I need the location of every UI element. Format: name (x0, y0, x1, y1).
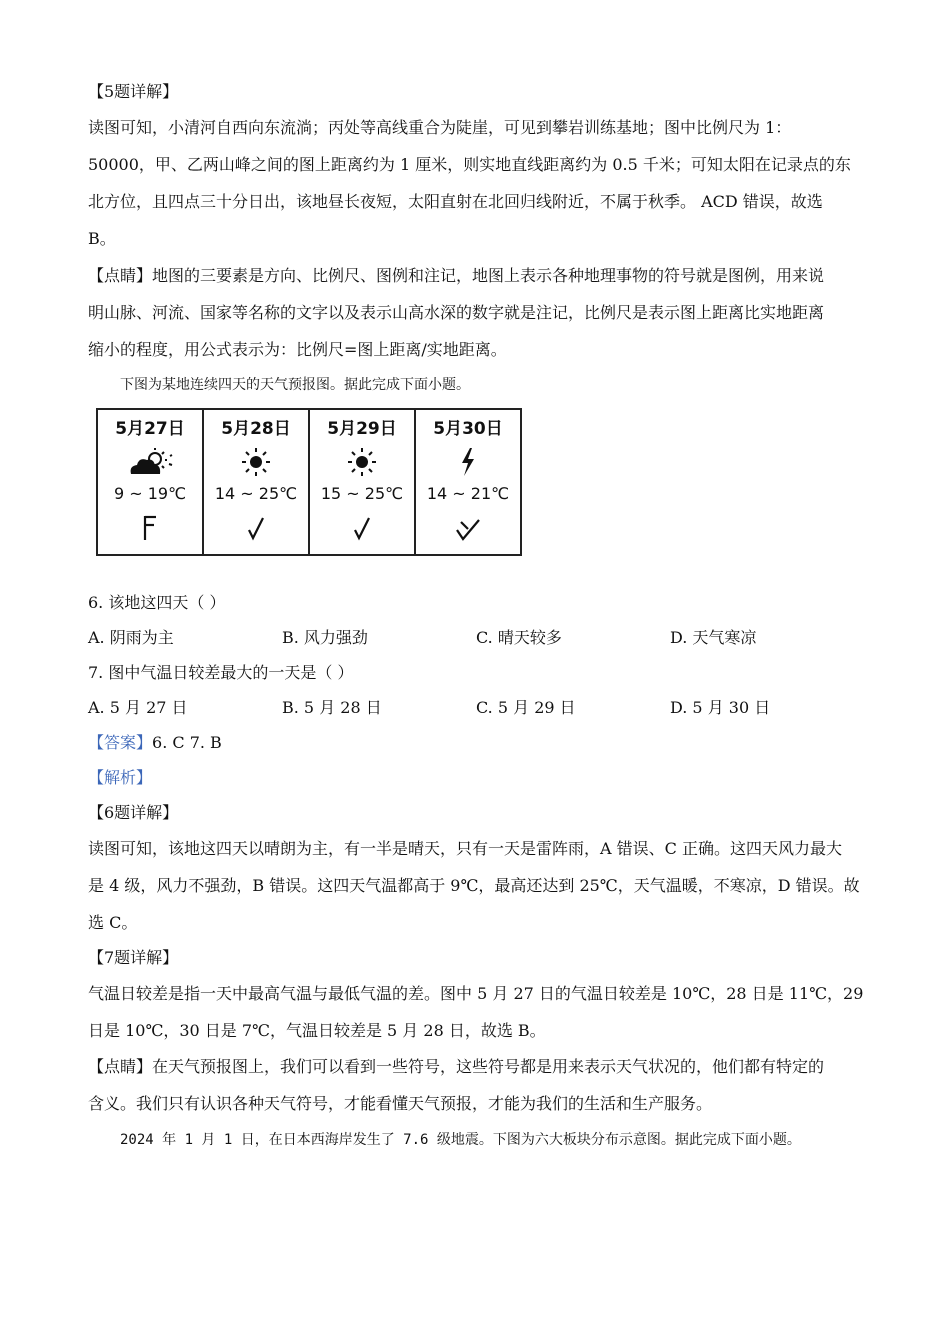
q5-text-line: B。 (88, 229, 116, 248)
weather-temp: 15 ~ 25℃ (320, 484, 404, 503)
sun-icon (204, 446, 308, 480)
q6-option-c: C. 晴天较多 (476, 628, 562, 647)
q6-detail-line: 选 C。 (88, 913, 138, 932)
tip-text-line: 【点睛】地图的三要素是方向、比例尺、图例和注记，地图上表示各种地理事物的符号就是图例，用来说 (88, 266, 825, 285)
q5-text-line: 50000，甲、乙两山峰之间的图上距离约为 1 厘米，则实地直线距离约为 0.5 千米；可知太阳在记录点的东 (88, 155, 851, 174)
q5-text-line: 北方位，且四点三十分日出，该地昼长夜短，太阳直射在北回归线附近，不属于秋季。 ACD 错误，故选 (88, 192, 823, 211)
q7-option-c: C. 5 月 29 日 (476, 698, 576, 717)
answer-label: 【答案】 (88, 733, 153, 752)
intro-weather: 下图为某地连续四天的天气预报图。据此完成下面小题。 (120, 377, 470, 393)
q7-option-b: B. 5 月 28 日 (282, 698, 382, 717)
q5-text-line: 读图可知，小清河自西向东流淌；丙处等高线重合为陡崖，可见到攀岩训练基地；图中比例尺为 1： (88, 118, 792, 137)
weather-day-cell (416, 410, 520, 554)
analysis-label: 【解析】 (88, 768, 153, 787)
wind-symbol-icon (310, 512, 414, 546)
weather-forecast-figure (96, 408, 522, 556)
wind-symbol-icon (204, 512, 308, 546)
weather-day-cell (310, 410, 416, 554)
q7-stem: 7. 图中气温日较差最大的一天是（ ） (88, 663, 354, 682)
tip-text-line: 明山脉、河流、国家等名称的文字以及表示山高水深的数字就是注记，比例尺是表示图上距离比实地距离 (88, 303, 825, 322)
q6-detail-heading: 【6题详解】 (88, 803, 179, 822)
weather-date: 5月27日 (115, 419, 185, 439)
q7-detail-line: 日是 10℃，30 日是 7℃，气温日较差是 5 月 28 日，故选 B。 (88, 1021, 546, 1040)
wind-symbol-icon (416, 512, 520, 546)
answer-line (88, 731, 222, 755)
q6-detail-line: 是 4 级，风力不强劲，B 错误。这四天气温都高于 9℃，最高还达到 25℃，天气温暖，不寒凉，D 错误。故 (88, 876, 860, 895)
thunderstorm-icon (416, 446, 520, 480)
weather-temp: 14 ~ 25℃ (214, 484, 298, 503)
q6-detail-line: 读图可知，该地这四天以晴朗为主，有一半是晴天，只有一天是雷阵雨，A 错误、C 正确。这四天风力最大 (88, 839, 842, 858)
q7-detail-heading: 【7题详解】 (88, 948, 179, 967)
tip2-text-line: 【点睛】在天气预报图上，我们可以看到一些符号，这些符号都是用来表示天气状况的，他们都有特定的 (88, 1057, 825, 1076)
sun-icon (310, 446, 414, 480)
weather-temp: 9 ~ 19℃ (113, 484, 187, 503)
weather-date: 5月30日 (433, 419, 503, 439)
weather-date: 5月29日 (327, 419, 397, 439)
q6-option-d: D. 天气寒凉 (670, 628, 757, 647)
wind-symbol-icon (98, 512, 202, 546)
weather-day-cell (204, 410, 310, 554)
q5-heading: 【5题详解】 (88, 82, 179, 101)
partly-cloudy-icon (98, 446, 202, 480)
q6-option-a: A. 阴雨为主 (88, 628, 174, 647)
weather-day-cell (98, 410, 204, 554)
tip-text-line: 缩小的程度，用公式表示为：比例尺=图上距离/实地距离。 (88, 340, 507, 359)
intro-earthquake: 2024 年 1 月 1 日，在日本西海岸发生了 7.6 级地震。下图为六大板块分布示意图。据此完成下面小题。 (120, 1132, 801, 1148)
q7-option-a: A. 5 月 27 日 (88, 698, 188, 717)
q7-detail-line: 气温日较差是指一天中最高气温与最低气温的差。图中 5 月 27 日的气温日较差是 10℃，28 日是 11℃，29 (88, 984, 864, 1003)
tip2-text-line: 含义。我们只有认识各种天气符号，才能看懂天气预报，才能为我们的生活和生产服务。 (88, 1094, 713, 1113)
q7-option-d: D. 5 月 30 日 (670, 698, 771, 717)
q6-stem: 6. 该地这四天（ ） (88, 593, 226, 612)
answer-text: 6. C 7. B (152, 733, 222, 752)
weather-date: 5月28日 (221, 419, 291, 439)
weather-temp: 14 ~ 21℃ (426, 484, 510, 503)
q6-option-b: B. 风力强劲 (282, 628, 368, 647)
